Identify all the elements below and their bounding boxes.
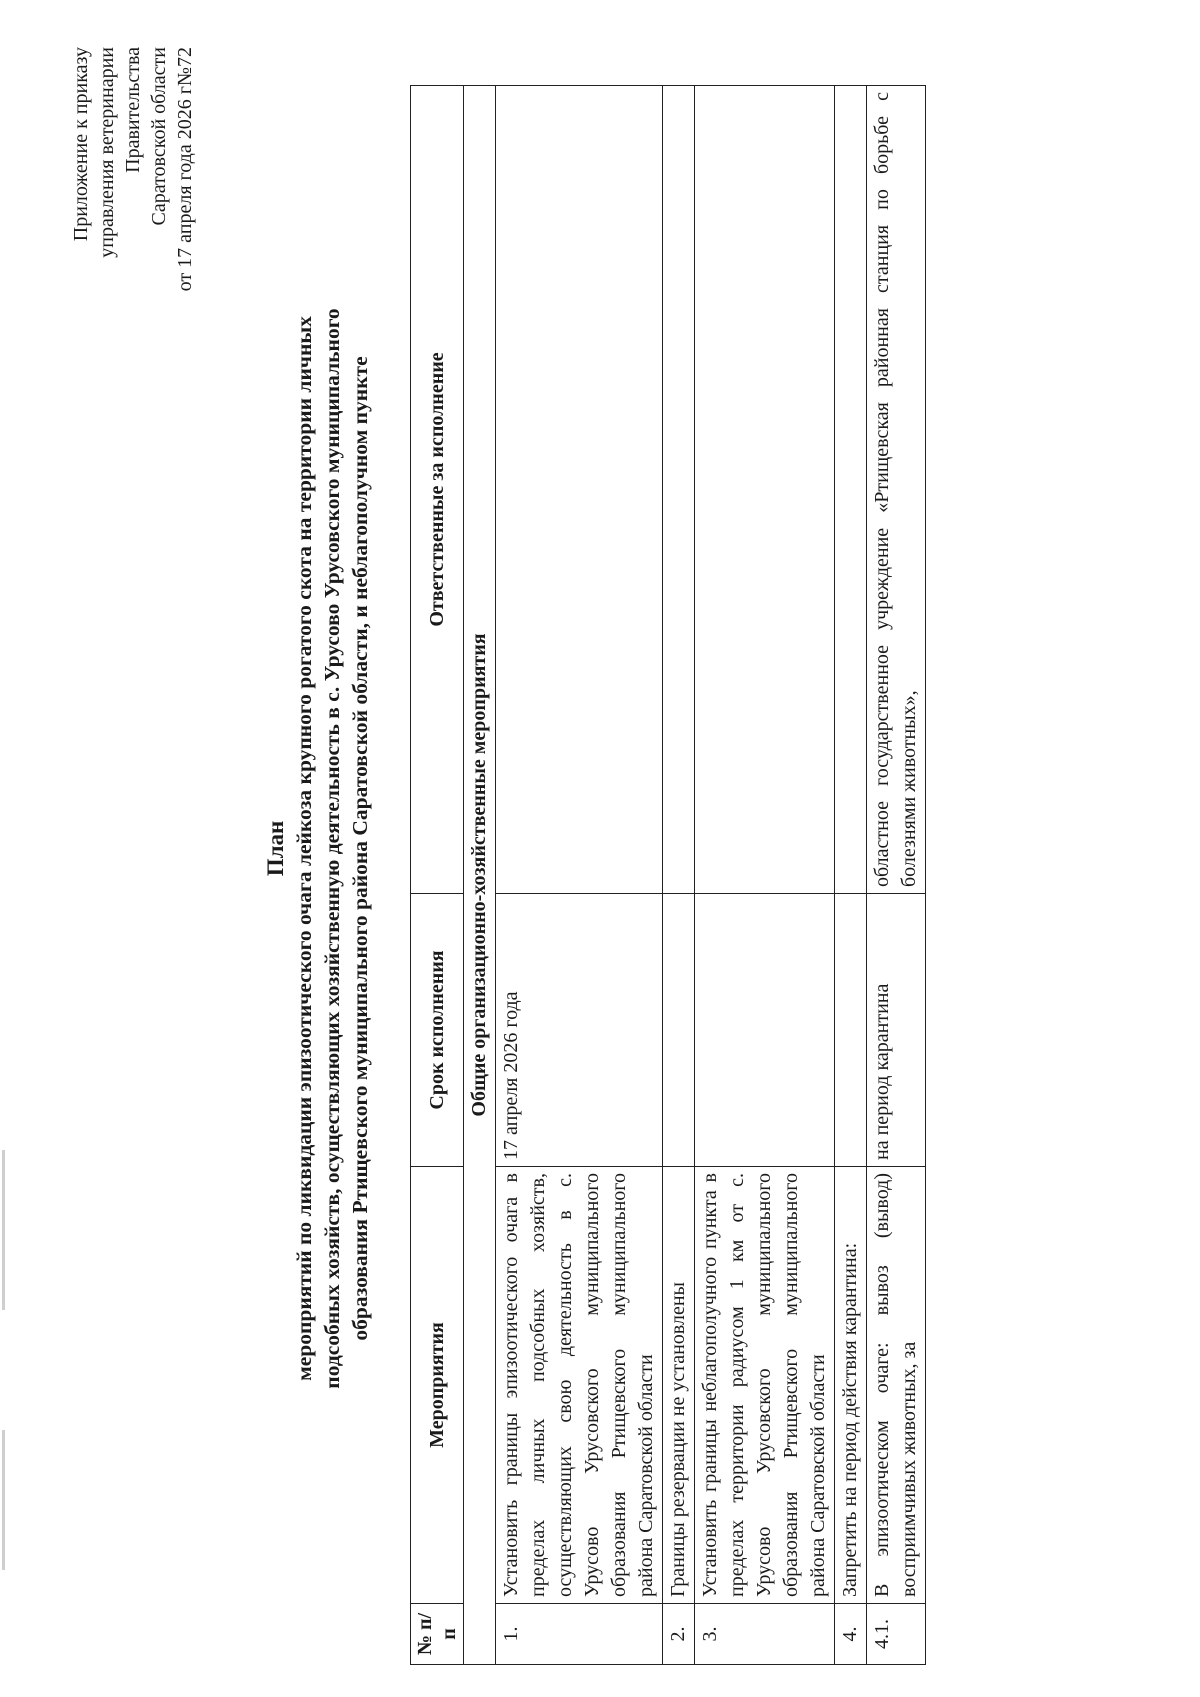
row-activity: Установить границы эпизоотического очага в пределах личных подсобных хозяйств, осуществляющих свою деятельность в с. Урусово Урусовского муниципального образования Ртищевского муниципального района Саратовской области bbox=[496, 1167, 663, 1604]
document-title bbox=[262, 40, 374, 1657]
title-line: подсобных хозяйств, осуществляющих хозяйственную деятельность в с. Урусово Урусовского муниципального bbox=[320, 308, 344, 1389]
row-activity: Запретить на период действия карантина: bbox=[835, 1167, 867, 1604]
annex-line: Саратовской области bbox=[148, 47, 170, 226]
row-activity: В эпизоотическом очаге: вывоз (вывод) восприимчивых животных, за bbox=[867, 1167, 926, 1604]
header-activity: Мероприятия bbox=[411, 1167, 464, 1604]
row-responsible bbox=[695, 86, 835, 894]
row-num: 4. bbox=[835, 1604, 867, 1665]
row-activity: Установить границы неблагополучного пункта в пределах территории радиусом 1 км от с. Урусово Урусовского муниципального образования Ртищевского муниципального района Саратовской области bbox=[695, 1167, 835, 1604]
row-num: 1. bbox=[496, 1604, 663, 1665]
row-num: 3. bbox=[695, 1604, 835, 1665]
row-activity: Границы резервации не установлены bbox=[663, 1167, 695, 1604]
table-row bbox=[695, 86, 835, 1665]
row-responsible bbox=[835, 86, 867, 894]
annex-note bbox=[68, 47, 198, 447]
row-term bbox=[695, 894, 835, 1167]
row-term: 17 апреля 2026 года bbox=[496, 894, 663, 1167]
header-term: Срок исполнения bbox=[411, 894, 464, 1167]
row-responsible bbox=[496, 86, 663, 894]
table-row bbox=[835, 86, 867, 1665]
section-row bbox=[464, 86, 496, 1665]
row-term: на период карантина bbox=[867, 894, 926, 1167]
annex-line: Правительства bbox=[122, 47, 144, 173]
row-responsible bbox=[663, 86, 695, 894]
title-line: образования Ртищевского муниципального района Саратовской области, и неблагополучном пункте bbox=[348, 356, 372, 1341]
annex-line: управления ветеринарии bbox=[96, 47, 118, 258]
table-row bbox=[496, 86, 663, 1665]
title-line: мероприятий по ликвидации эпизоотического очага лейкоза крупного рогатого скота на территории личных bbox=[292, 316, 316, 1381]
section-title: Общие организационно-хозяйственные мероприятия bbox=[464, 86, 496, 1665]
table-row bbox=[663, 86, 695, 1665]
row-term bbox=[663, 894, 695, 1167]
table-header-row bbox=[411, 86, 464, 1665]
row-responsible: областное государственное учреждение «Ртищевская районная станция по борьбе с болезнями животных», bbox=[867, 86, 926, 894]
row-num: 4.1. bbox=[867, 1604, 926, 1665]
row-num: 2. bbox=[663, 1604, 695, 1665]
plan-table bbox=[410, 85, 926, 1665]
annex-line: от 17 апреля года 2026 г№72 bbox=[174, 47, 196, 292]
header-responsible: Ответственные за исполнение bbox=[411, 86, 464, 894]
title-heading: План bbox=[263, 820, 288, 877]
row-term bbox=[835, 894, 867, 1167]
annex-line: Приложение к приказу bbox=[70, 47, 92, 242]
header-num: № п/п bbox=[411, 1604, 464, 1665]
table-row bbox=[867, 86, 926, 1665]
